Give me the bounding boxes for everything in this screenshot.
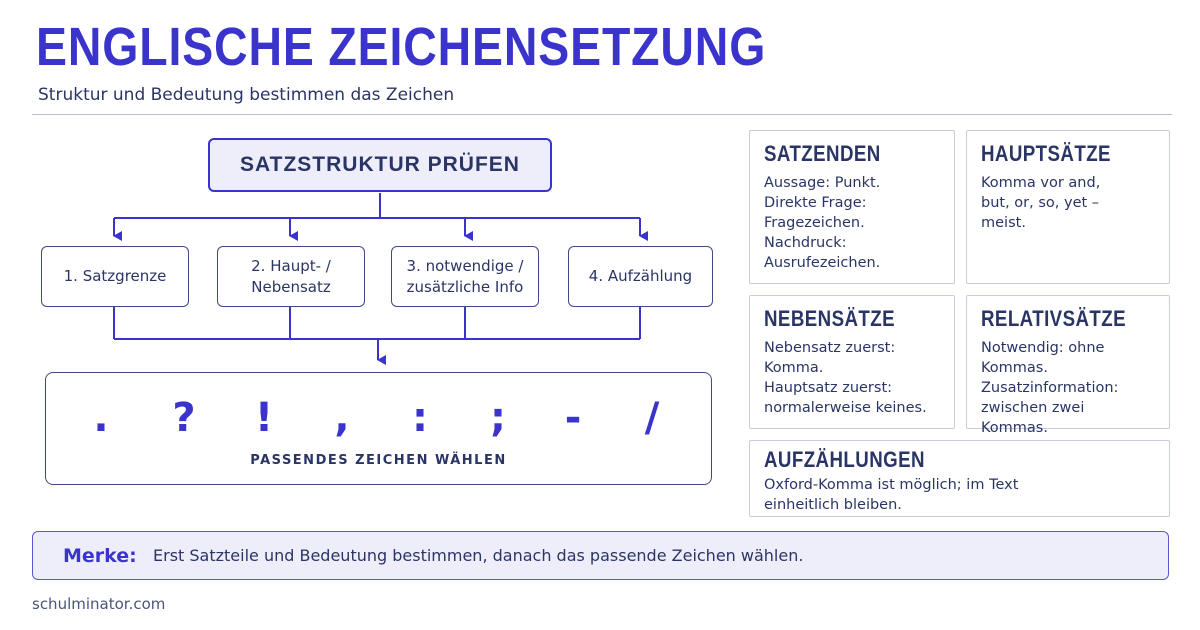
punctuation-marks	[46, 393, 711, 443]
card-relative-clauses	[966, 295, 1170, 436]
note-label: Merke:	[63, 544, 137, 567]
card-text: Oxford-Komma ist möglich; im Text einheitlich bleiben.	[764, 477, 1019, 513]
page-subtitle: Struktur und Bedeutung bestimmen das Zeichen	[38, 85, 455, 105]
mark-exclamation: !	[254, 395, 274, 441]
structure-check-box: SATZSTRUKTUR PRÜFEN	[208, 138, 552, 192]
card-enumerations	[749, 440, 1170, 517]
mark-colon: :	[412, 395, 428, 441]
choose-mark-label: PASSENDES ZEICHEN WÄHLEN	[250, 453, 507, 468]
mark-period: .	[93, 395, 109, 441]
mark-question: ?	[172, 395, 196, 441]
step-main-subordinate: 2. Haupt- / Nebensatz	[217, 246, 365, 307]
step-sentence-boundary: 1. Satzgrenze	[41, 246, 189, 307]
note-text: Erst Satzteile und Bedeutung bestimmen, danach das passende Zeichen wählen.	[153, 546, 804, 565]
card-sentence-endings	[749, 130, 955, 284]
card-title: HAUPTSÄTZE	[981, 141, 1111, 166]
card-title: AUFZÄHLUNGEN	[764, 447, 925, 472]
flow-diagram	[0, 0, 740, 500]
mark-semicolon: ;	[490, 395, 506, 441]
mark-dash: -	[564, 395, 582, 441]
card-text: Komma vor and, but, or, so, yet – meist.	[981, 175, 1101, 231]
card-title: RELATIVSÄTZE	[981, 306, 1127, 331]
page-title: ENGLISCHE ZEICHENSETZUNG	[36, 17, 767, 77]
note-box	[32, 531, 1169, 580]
mark-slash: /	[644, 395, 660, 441]
step-enumeration: 4. Aufzählung	[568, 246, 713, 307]
card-main-clauses	[966, 130, 1170, 284]
punctuation-marks-box	[45, 372, 712, 485]
mark-comma: ,	[334, 395, 350, 441]
card-text: Nebensatz zuerst: Komma. Hauptsatz zuerst: normalerweise keines.	[764, 340, 927, 416]
card-title: NEBENSÄTZE	[764, 306, 896, 331]
card-subordinate-clauses	[749, 295, 955, 429]
card-text: Notwendig: ohne Kommas. Zusatzinformation: zwischen zwei Kommas.	[981, 340, 1119, 436]
step-essential-extra-info: 3. notwendige / zusätzliche Info	[391, 246, 539, 307]
footer-source: schulminator.com	[32, 595, 166, 613]
card-title: SATZENDEN	[764, 141, 881, 166]
card-text: Aussage: Punkt. Direkte Frage: Fragezeichen. Nachdruck: Ausrufezeichen.	[764, 175, 881, 271]
